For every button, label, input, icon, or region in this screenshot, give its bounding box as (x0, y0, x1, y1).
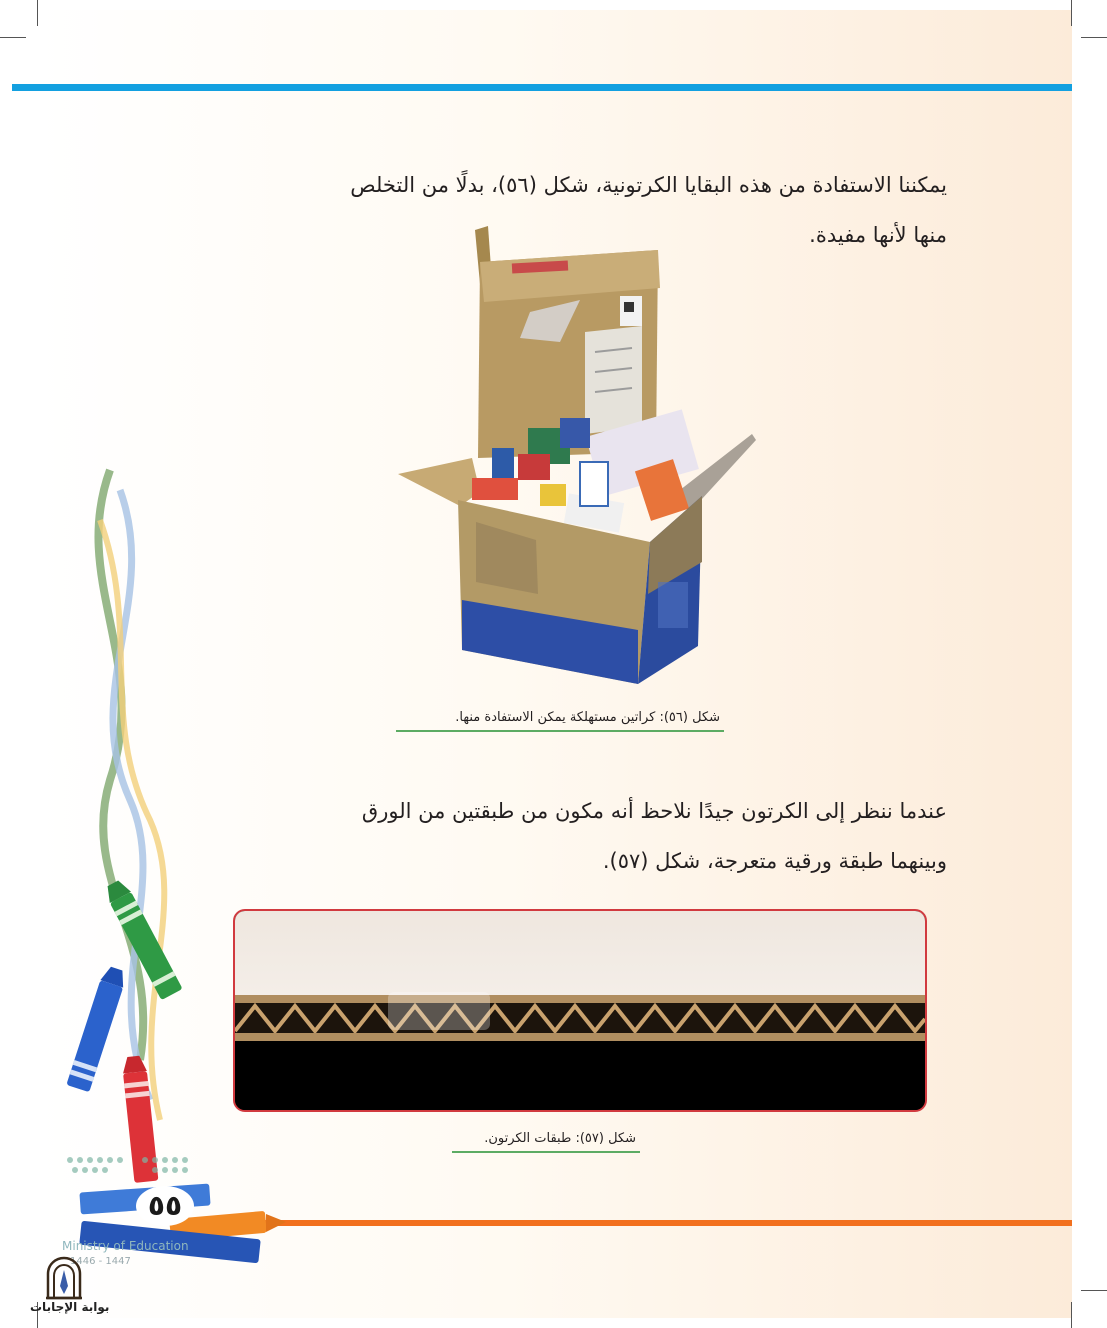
crop-mark (1081, 1290, 1107, 1291)
page-number: ٥٥ (136, 1186, 194, 1226)
academic-year: 1446 - 1447 (70, 1256, 131, 1267)
paragraph-intro-line-2: منها لأنها مفيدة. (809, 223, 947, 247)
crop-mark (1081, 37, 1107, 38)
crop-mark (1071, 1302, 1072, 1328)
crayon-icon (66, 965, 128, 1092)
ministry-name: Ministry of Education (62, 1239, 189, 1253)
watermark-logo-icon (388, 992, 490, 1030)
portal-logo-icon (44, 1256, 84, 1300)
crop-mark (0, 37, 26, 38)
figure-57-caption: شكل (٥٧): طبقات الكرتون. (452, 1131, 640, 1153)
crop-mark (1071, 0, 1072, 26)
paragraph-cardboard-layers-line-2: وبينهما طبقة ورقية متعرجة، شكل (٥٧). (602, 849, 947, 873)
figure-56-caption: شكل (٥٦): كراتين مستهلكة يمكن الاستفادة منها. (396, 710, 724, 732)
ministry-logo-icon (67, 1157, 188, 1173)
top-blue-rule (12, 84, 1072, 91)
bottom-orange-rule (260, 1220, 1072, 1226)
cardboard-box-illustration (380, 222, 780, 702)
corrugated-cardboard-illustration (235, 911, 925, 1110)
portal-label: بوابة الإجابات (30, 1300, 110, 1314)
paragraph-cardboard-layers-line-1: عندما ننظر إلى الكرتون جيدًا نلاحظ أنه مكون من طبقتين من الورق (361, 799, 947, 823)
figure-57-photo (233, 909, 927, 1112)
crop-mark (37, 0, 38, 26)
paragraph-cardboard-layers (362, 786, 947, 886)
crayon-icon (121, 1055, 158, 1183)
figure-56-photo (380, 222, 780, 702)
paragraph-intro-line-1: يمكننا الاستفادة من هذه البقايا الكرتونية، شكل (٥٦)، بدلًا من التخلص (350, 173, 947, 197)
